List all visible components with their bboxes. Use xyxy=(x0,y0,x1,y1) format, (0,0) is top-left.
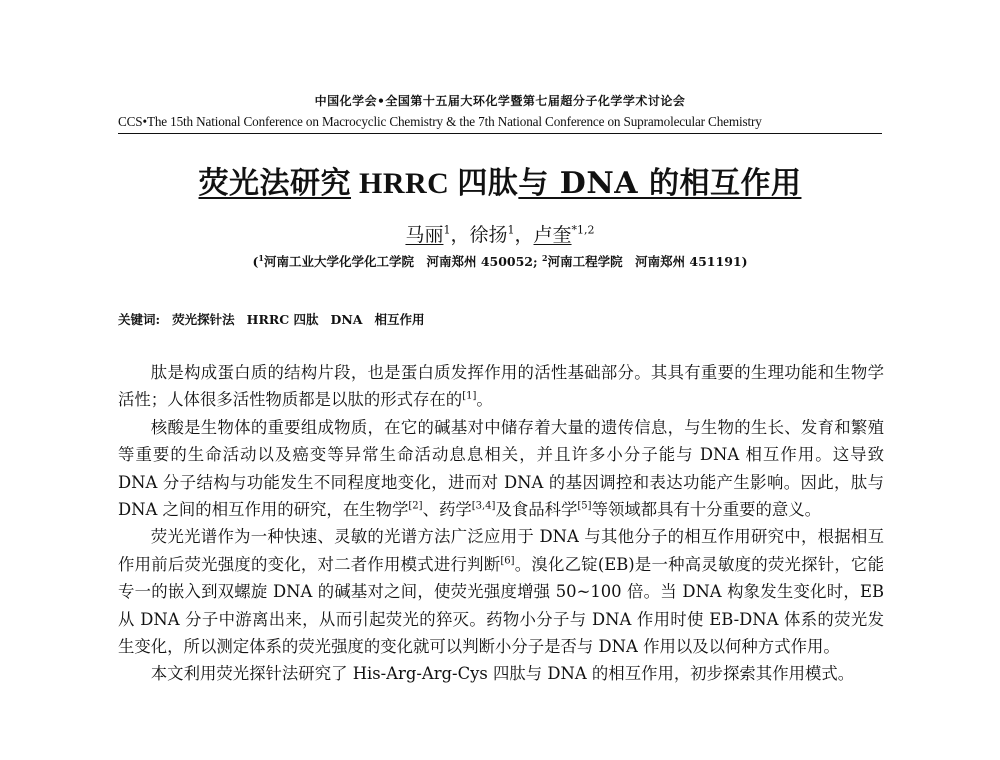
keywords-label: 关键词: xyxy=(118,312,161,327)
affil-text-2: 河南工程学院 河南郑州 451191) xyxy=(547,254,748,269)
author-name: 徐扬 xyxy=(469,224,508,246)
paragraph-text: 。溴化乙锭(EB)是一种高灵敏度的荧光探针，它能专一的嵌入到双螺旋 DNA 的碱基对之间，使荧光强度增强 50~100 倍。当 DNA 构象发生变化时，EB 从 DNA 分子中游离出来，从而引起荧光的猝灭。药物小分子与 DNA 作用时使 EB-DNA 体系的荧光发生变化，所以测定体系的荧光强度的变化就可以判断小分子是否与 DNA 作用以及以何种方式作用。 xyxy=(118,554,884,657)
paragraph-text: 。 xyxy=(476,390,493,410)
paragraph-1 xyxy=(118,359,884,414)
citation: [6] xyxy=(500,555,515,567)
author-affil-mark: 1 xyxy=(507,223,515,237)
author-name: 马丽 xyxy=(405,224,444,246)
affil-mark-1: 1 xyxy=(258,252,264,263)
paragraph-text: 肽是构成蛋白质的结构片段，也是蛋白质发挥作用的活性基础部分。其具有重要的生理功能和生物学活性；人体很多活性物质都是以肽的形式存在的 xyxy=(118,363,884,410)
keyword: 荧光探针法 xyxy=(172,312,235,327)
citation: [5] xyxy=(577,500,592,512)
paragraph-3 xyxy=(118,523,884,660)
author-affil-mark: 1 xyxy=(443,223,451,237)
conference-header-cn: 中国化学会•全国第十五届大环化学暨第七届超分子化学学术讨论会 xyxy=(314,94,686,108)
paragraph-2 xyxy=(118,414,884,524)
citation: [3,4] xyxy=(471,500,496,512)
author-list xyxy=(0,220,1000,247)
paragraph-text: 及食品科学 xyxy=(495,500,578,520)
title-part-2: HRRC 四肽 xyxy=(351,167,519,200)
affil-open: ( xyxy=(252,254,259,269)
author-separator: ， xyxy=(450,224,470,246)
paragraph-4 xyxy=(118,660,884,687)
keyword: DNA xyxy=(330,312,363,327)
body-text xyxy=(118,359,884,688)
paragraph-text: 本文利用荧光探针法研究了 His-Arg-Arg-Cys 四肽与 DNA 的相互作用，初步探索其作用模式。 xyxy=(150,664,855,684)
affil-text-1: 河南工业大学化学化工学院 河南郑州 450052; xyxy=(263,254,538,269)
author-name: 卢奎 xyxy=(533,224,572,246)
keyword: 相互作用 xyxy=(374,312,425,327)
citation: [1] xyxy=(462,390,477,402)
title-part-3: 与 DNA 的相互作用 xyxy=(518,166,802,201)
citation: [2] xyxy=(408,500,423,512)
keywords xyxy=(118,310,425,328)
keyword: HRRC 四肽 xyxy=(246,312,319,327)
affiliation xyxy=(0,252,1000,270)
author-affil-mark: *1,2 xyxy=(571,223,595,237)
affil-mark-2: 2 xyxy=(541,252,548,263)
author-separator: ， xyxy=(514,224,534,246)
paragraph-text: 、药学 xyxy=(422,500,472,520)
title-part-1: 荧光法研究 xyxy=(198,166,352,201)
paper-title xyxy=(0,158,1000,202)
paragraph-text: 核酸是生物体的重要组成物质，在它的碱基对中储存着大量的遗传信息，与生物的生长、发育和繁殖等重要的生命活动以及癌变等异常生命活动息息相关，并且许多小分子能与 DNA 相互作用。这导致 DNA 分子结构与功能发生不同程度地变化，进而对 DNA 的基因调控和表达功能产生影响。因此，肽与 DNA 之间的相互作用的研究，在生物学 xyxy=(118,417,884,520)
paragraph-text: 荧光光谱作为一种快速、灵敏的光谱方法广泛应用于 DNA 与其他分子的相互作用研究中，根据相互作用前后荧光强度的变化，对二者作用模式进行判断 xyxy=(118,527,884,574)
conference-header-en: CCS•The 15th National Conference on Macrocyclic Chemistry & the 7th National Conference on Supramolecular Chemistry xyxy=(118,114,882,134)
paragraph-text: 等领域都具有十分重要的意义。 xyxy=(591,500,822,520)
